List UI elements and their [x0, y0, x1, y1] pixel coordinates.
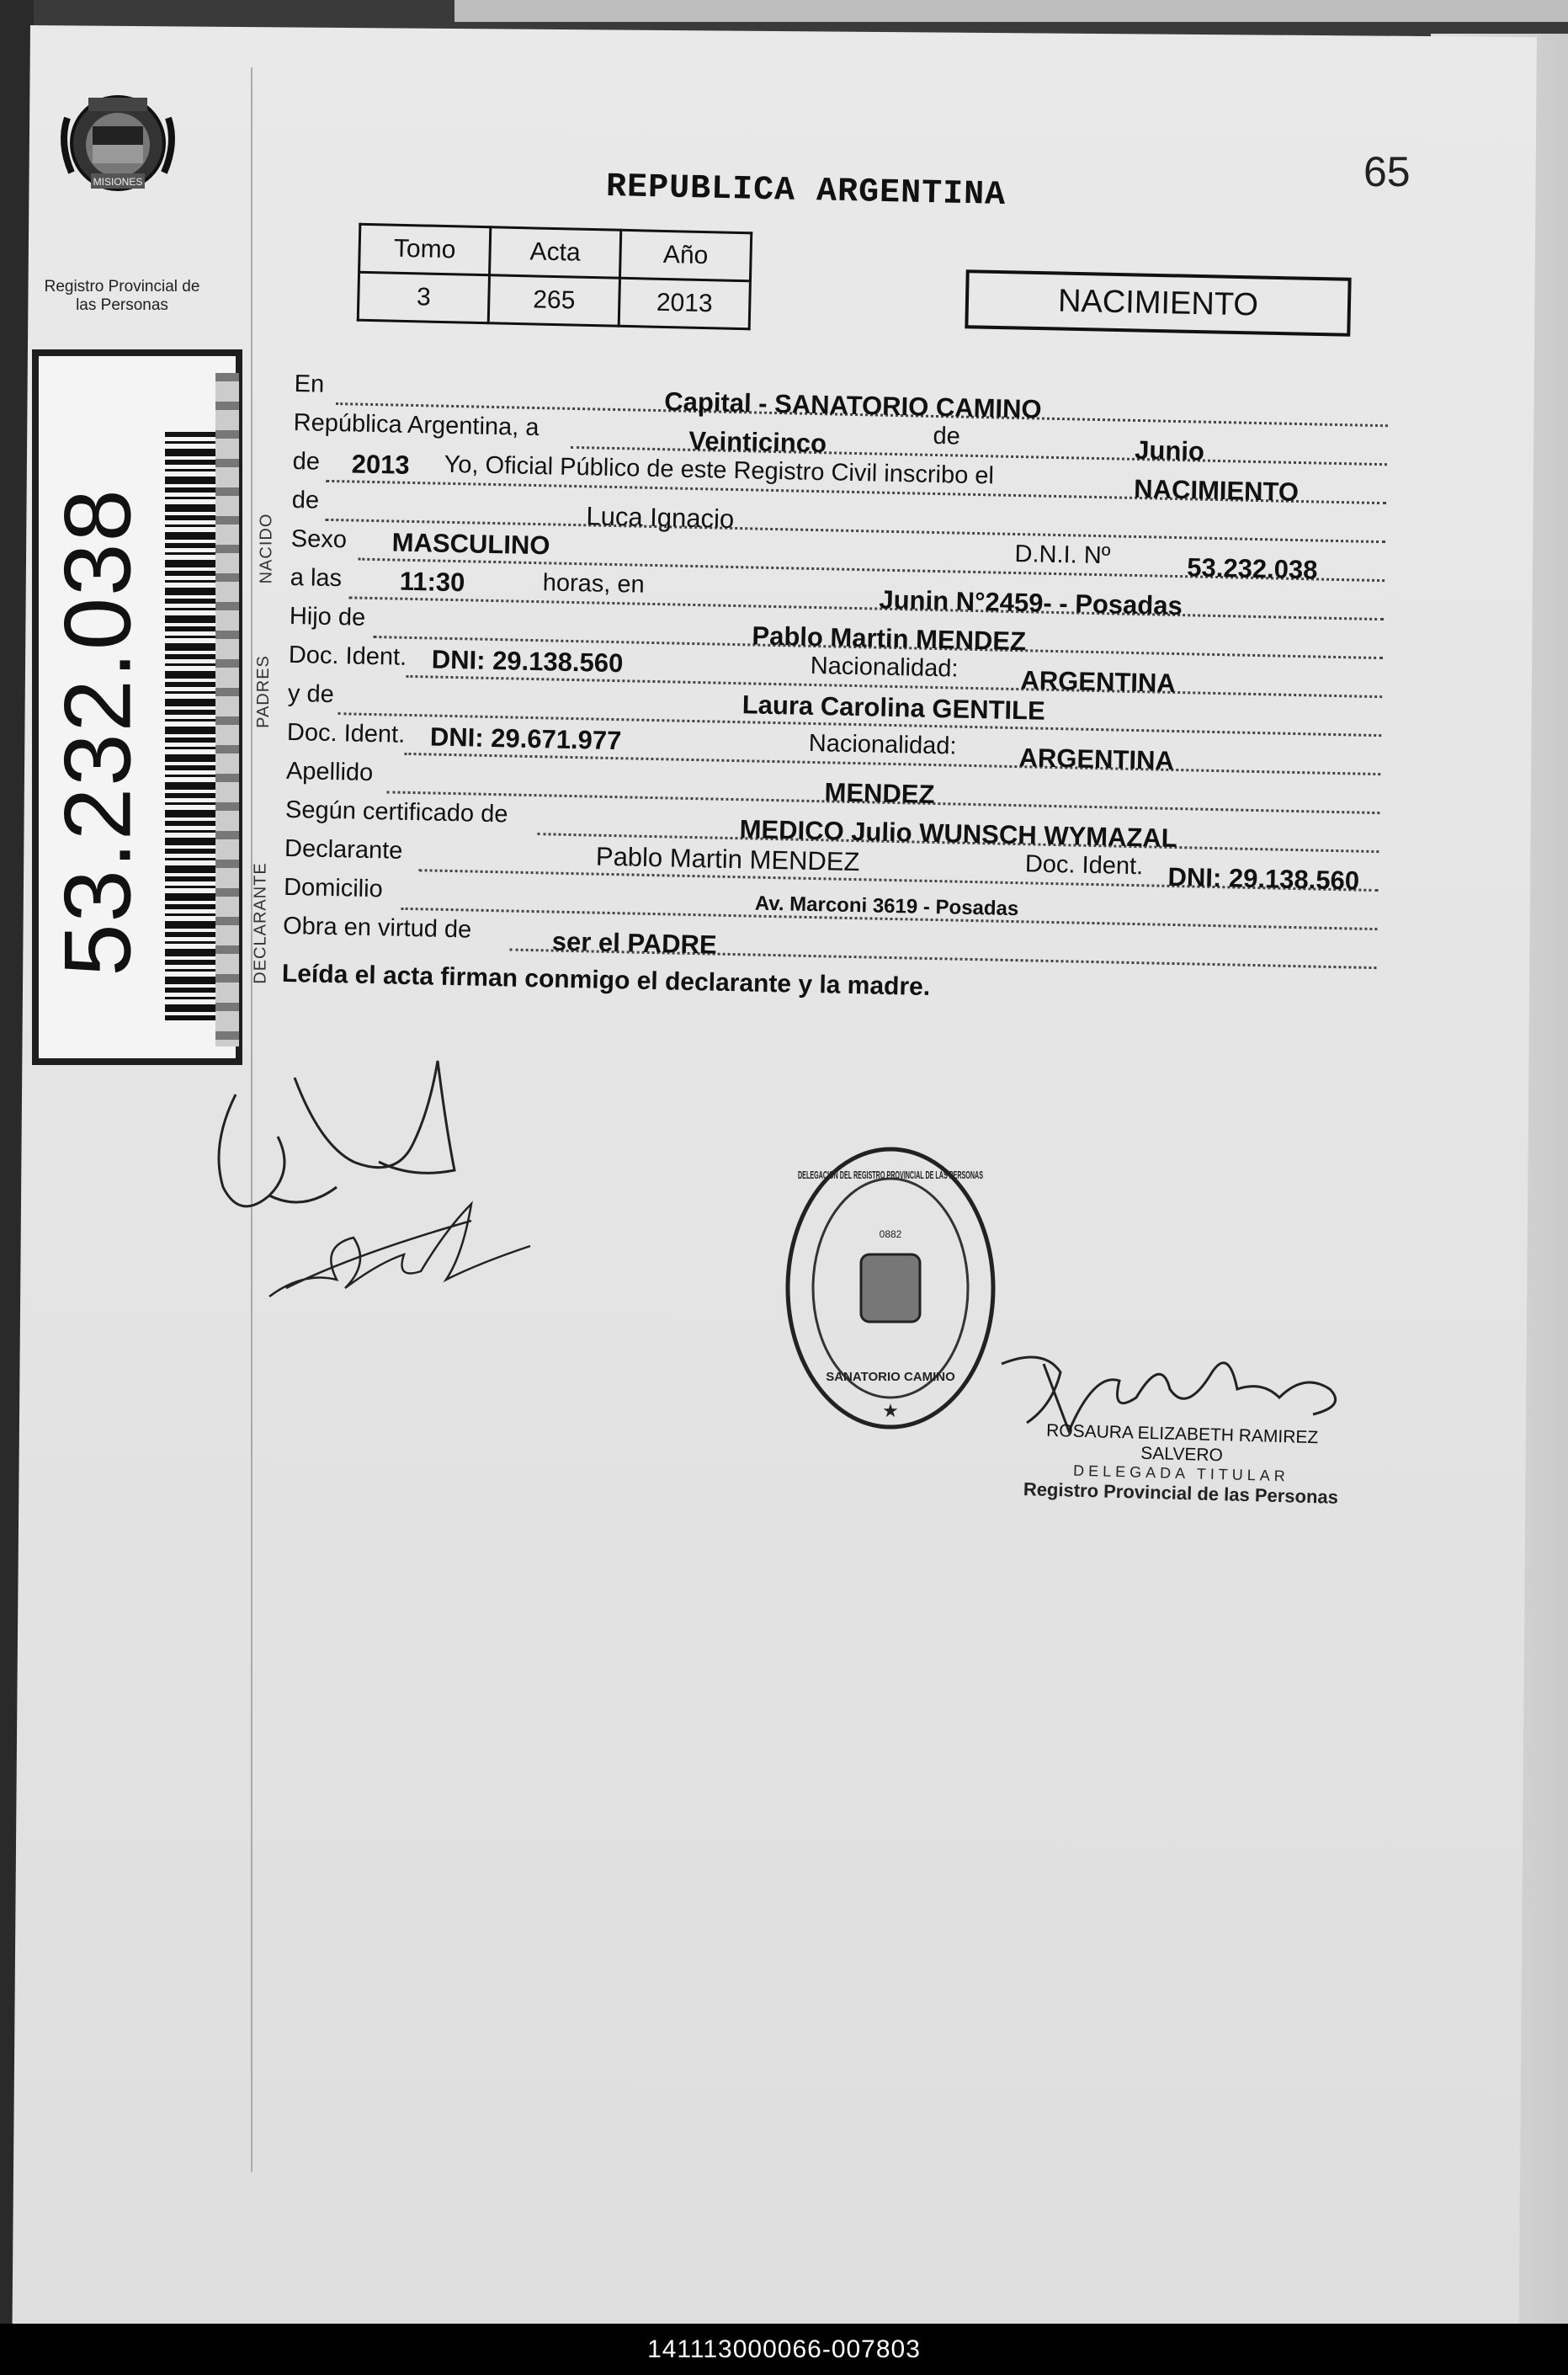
closing-statement: Leída el acta firman conmigo el declarante y la madre. — [281, 959, 931, 1001]
form-row-place: En Capital - SANATORIO CAMINO — [294, 370, 1397, 432]
form-row-father-id: Doc. Ident. DNI: 29.138.560 Nacionalidad: ARGENTINA — [288, 642, 1391, 703]
registry-seal — [781, 1141, 1000, 1435]
value-anio: 2013 — [619, 278, 750, 329]
svg-text:★: ★ — [882, 1401, 899, 1422]
certificate-value: MEDICO Julio WUNSCH WYMAZAL — [739, 814, 1178, 854]
value-acta: 265 — [488, 275, 619, 327]
registrar-title: DELEGADA TITULAR — [1072, 1462, 1290, 1485]
form-row-address: Domicilio Av. Marconi 3619 - Posadas — [284, 874, 1387, 935]
form-row-capacity: Obra en virtud de ser el PADRE — [283, 913, 1386, 974]
year-value: 2013 — [351, 449, 411, 480]
sex-value: MASCULINO — [391, 527, 550, 561]
security-pattern — [215, 373, 239, 1046]
barcode — [165, 432, 215, 1021]
form-row-declarant: Declarante Pablo Martin MENDEZ Doc. Ident. DNI: 29.138.560 — [284, 835, 1387, 897]
declarant-dni-value: DNI: 29.138.560 — [1167, 861, 1360, 896]
header-tomo: Tomo — [359, 224, 491, 275]
section-label-padres: PADRES — [253, 655, 273, 728]
header-acta: Acta — [490, 227, 621, 279]
form-row-time: a las 11:30 horas, en Junin N°2459- - Posadas — [290, 564, 1393, 626]
form-row-year: de 2013 Yo, Oficial Público de este Registro Civil inscribo el NACIMIENTO — [292, 448, 1395, 509]
footer-bar — [0, 2324, 1568, 2375]
surname-value: MENDEZ — [824, 777, 935, 810]
registry-table — [357, 223, 753, 331]
svg-text:MISIONES: MISIONES — [93, 176, 143, 188]
place-value: Capital - SANATORIO CAMINO — [663, 386, 1042, 424]
registry-logo-caption: Registro Provincial de las Personas — [44, 278, 200, 314]
id-number-strip — [32, 349, 242, 1065]
birth-record-form — [282, 370, 1397, 1011]
birth-place-value: Junin N°2459- - Posadas — [879, 584, 1183, 621]
document-code: 141113000066-007803 — [647, 2335, 921, 2363]
section-label-nacido: NACIDO — [257, 513, 276, 584]
form-row-day: República Argentina, a Veinticinco de Junio — [293, 409, 1396, 471]
form-row-mother: y de Laura Carolina GENTILE — [287, 680, 1390, 742]
act-type-value: NACIMIENTO — [1133, 473, 1300, 508]
section-label-declarante: DECLARANTE — [251, 862, 270, 984]
form-row-surname: Apellido MENDEZ — [285, 758, 1389, 819]
form-row-name: de Luca Ignacio — [291, 487, 1395, 548]
registrar-block — [1004, 1343, 1362, 1510]
declarant-name-value: Pablo Martin MENDEZ — [595, 841, 860, 877]
value-tomo: 3 — [358, 272, 489, 323]
mother-dni-value: DNI: 29.671.977 — [429, 722, 622, 756]
mother-name-value: Laura Carolina GENTILE — [741, 690, 1046, 726]
mother-nationality-value: ARGENTINA — [1018, 743, 1175, 775]
registrar-name: ROSAURA ELIZABETH RAMIREZ SALVERO — [1045, 1420, 1319, 1466]
father-nationality-value: ARGENTINA — [1020, 665, 1177, 698]
capacity-value: ser el PADRE — [551, 926, 718, 960]
header-anio: Año — [619, 230, 751, 281]
father-name-value: Pablo Martin MENDEZ — [752, 620, 1027, 657]
father-dni-value: DNI: 29.138.560 — [431, 644, 624, 679]
form-row-sex: Sexo MASCULINO D.N.I. Nº 53.232.038 — [290, 525, 1394, 587]
mother-signature — [252, 1170, 539, 1322]
record-type-box: NACIMIENTO — [965, 269, 1351, 337]
child-name-value: Luca Ignacio — [586, 501, 735, 534]
time-value: 11:30 — [399, 566, 465, 598]
dni-value: 53.232.038 — [1186, 552, 1318, 585]
svg-text:SANATORIO CAMINO: SANATORIO CAMINO — [826, 1370, 955, 1384]
document-title: REPUBLICA ARGENTINA — [605, 168, 1007, 215]
registrar-organization: Registro Provincial de las Personas — [1023, 1478, 1339, 1508]
form-row-father: Hijo de Pablo Martin MENDEZ — [289, 603, 1392, 664]
day-value: Veinticinco — [688, 425, 827, 459]
form-row-mother-id: Doc. Ident. DNI: 29.671.977 Nacionalidad: ARGENTINA — [286, 719, 1390, 780]
svg-text:0882: 0882 — [879, 1228, 902, 1240]
month-value: Junio — [1134, 434, 1205, 466]
svg-text:DELEGACION DEL REGISTRO PROVIN: DELEGACION DEL REGISTRO PROVINCIAL DE LAS PERSONAS — [798, 1169, 984, 1181]
id-number-vertical: 53.232.038 — [45, 487, 151, 977]
address-value: Av. Marconi 3619 - Posadas — [754, 892, 1019, 921]
province-coat-of-arms-icon — [34, 93, 202, 194]
page-number: 65 — [1363, 148, 1411, 195]
form-row-certificate: Según certificado de MEDICO Julio WUNSCH WYMAZAL — [284, 796, 1388, 858]
